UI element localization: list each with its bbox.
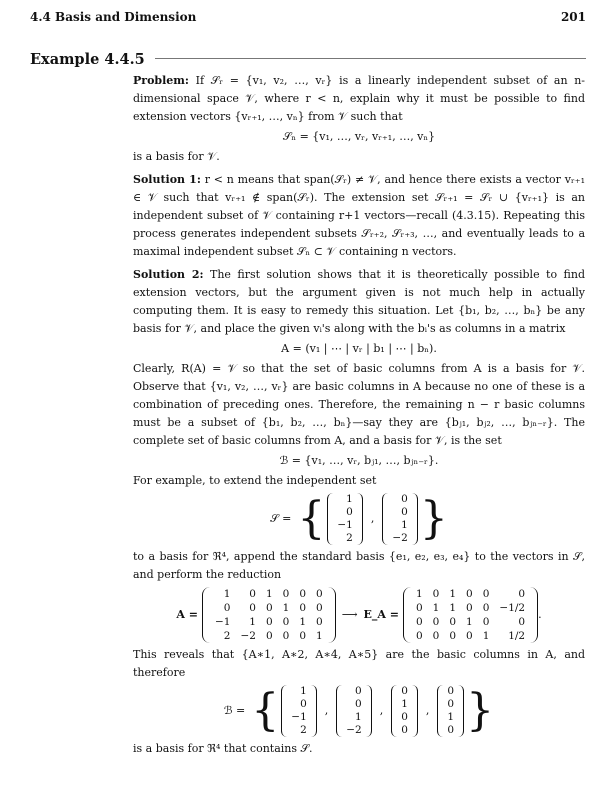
example-intro: For example, to extend the independent set (133, 474, 377, 487)
matrix-entry: 0 (223, 602, 231, 614)
matrix-entry: 2 (223, 630, 231, 642)
vector-entry: 1 (401, 519, 408, 531)
matrix-entry: 0 (249, 588, 256, 600)
vector-entry: 0 (401, 506, 408, 518)
solution1-text: r < n means that span(𝒮ᵣ) ≠ 𝒱, and hence there exists a vector vᵣ₊₁ ∈ 𝒱 such that vᵣ₊₁ ∉ span(𝒮ᵣ). The extension set 𝒮ᵣ₊₁ = 𝒮ᵣ ∪ {vᵣ₊₁} is an independent subset of 𝒱 containing r+1 vectors—recall (4.3.15). Repeating this process generates independent subsets 𝒮ᵣ₊₂, 𝒮ᵣ₊₃, …, and eventually leads to a maximal independent subset 𝒮ₙ ⊂ 𝒱 containing n vectors. (133, 173, 585, 258)
matrix-A-definition: A = (v₁ | ⋯ | vᵣ | b₁ | ⋯ | bₙ). (281, 342, 437, 355)
matrix-entry: 0 (449, 616, 457, 628)
matrix-entry: 0 (282, 616, 290, 628)
basis-B-vector (281, 685, 316, 737)
matrix-entry: 0 (482, 616, 490, 628)
basis-B-label: ℬ = (223, 704, 246, 717)
vector-entry: 0 (401, 711, 408, 723)
problem-equation: 𝒮ₙ = {v₁, …, vᵣ, vᵣ₊₁, …, vₙ} (282, 130, 436, 143)
matrix-entry: 0 (466, 602, 473, 614)
solution1-paragraph (133, 171, 585, 261)
basis-B-definition: ℬ = {v₁, …, vᵣ, bⱼ₁, …, bⱼₙ₋ᵣ}. (279, 454, 439, 467)
matrix-entry: 1 (249, 616, 256, 628)
matrix-entry: 0 (518, 588, 526, 600)
problem-label: Problem: (133, 74, 189, 87)
vector-entry: 0 (346, 506, 353, 518)
matrix-entry: 0 (299, 602, 307, 614)
example-title: Example 4.4.5 (30, 51, 155, 68)
solution2-label: Solution 2: (133, 268, 204, 281)
section-title: 4.4 Basis and Dimension (30, 10, 197, 24)
vector-entry: 0 (447, 724, 455, 736)
vector-entry: −2 (346, 724, 362, 736)
vector-entry: 0 (447, 698, 455, 710)
matrix-entry: 0 (316, 602, 323, 614)
set-S-label: 𝒮 = (270, 512, 292, 525)
matrix-entry: 1 (449, 602, 457, 614)
matrix-entry: 1 (265, 588, 273, 600)
matrix-entry: 0 (299, 630, 307, 642)
basis-B-vector (336, 685, 371, 737)
matrix-entry: 0 (415, 616, 423, 628)
basis-B-vectors: 1 0 −1 2 , 0 0 1 −2 , 0 1 0 0 , 0 0 1 0 (279, 685, 466, 737)
matrix-entry: 0 (265, 616, 273, 628)
vector-entry: −1 (337, 519, 353, 531)
matrix-entry: 1 (432, 602, 440, 614)
vector-entry: 0 (401, 493, 408, 505)
matrix-entry: 1 (282, 602, 290, 614)
matrix-entry: −1/2 (499, 602, 526, 614)
matrix-entry: 1 (482, 630, 490, 642)
matrix-entry: 1/2 (508, 630, 526, 642)
set-S-vectors: 1 0 −1 2 , 0 0 1 −2 (325, 493, 419, 545)
matrix-entry: 0 (518, 616, 526, 628)
solution2-text: The first solution shows that it is theoretically possible to find extension vectors, but the argument given is not much help in actually computing them. It is easy to remedy this situation. Let {b₁, b₂, …, bₙ} be any basis for 𝒱, and place the given vᵢ's along with the bᵢ's as columns in a matrix (133, 268, 585, 335)
matrix-A-label: A = (176, 608, 198, 621)
problem-conclusion: is a basis for 𝒱. (133, 150, 220, 163)
page-number: 201 (560, 10, 586, 24)
matrix-entry: 0 (316, 588, 323, 600)
vector-entry: 1 (447, 711, 455, 723)
solution2-argument: Clearly, R(A) = 𝒱 so that the set of basic columns from A is a basis for 𝒱. Observe that {v₁, v₂, …, vᵣ} are basic columns in A because no one of these is a combination of preceding ones. Therefore, the remaining n − r basic columns must be a subset of {b₁, b₂, …, bₙ}—say they are {bⱼ₁, bⱼ₂, …, bⱼₙ₋ᵣ}. The complete set of basic columns from A, and a basis for 𝒱, is the set (133, 362, 585, 447)
matrix-entry: 0 (265, 630, 273, 642)
basis-B-display: ℬ = { 1 0 −1 2 , 0 0 1 −2 , 0 1 0 0 , 0 0 1 0 } (223, 685, 495, 736)
matrix-entry: 0 (482, 602, 490, 614)
matrix-entry: 1 (466, 616, 473, 628)
vector-entry: 1 (346, 493, 353, 505)
set-S-vector (327, 493, 362, 545)
vector-entry: 0 (401, 685, 408, 697)
matrix-entry: −2 (240, 630, 256, 642)
problem-text: If 𝒮ᵣ = {v₁, v₂, …, vᵣ} is a linearly independent subset of an n-dimensional space 𝒱, where r < n, explain why it must be possible to find extension vectors {vᵣ₊₁, …, vₙ} from 𝒱 such that (133, 74, 585, 123)
matrix-entry: 1 (449, 588, 457, 600)
vector-entry: 0 (447, 685, 455, 697)
matrix-entry: 0 (282, 588, 290, 600)
matrix-entry: 1 (299, 616, 307, 628)
basis-B-vector (391, 685, 418, 737)
matrix-entry: 0 (449, 630, 457, 642)
vector-entry: 2 (346, 532, 353, 544)
matrix-entry: 0 (316, 616, 323, 628)
vector-entry: −1 (291, 711, 307, 723)
matrix-entry: 0 (482, 588, 490, 600)
matrix-entry: 0 (432, 588, 440, 600)
matrix-entry: 0 (432, 630, 440, 642)
vector-entry: 0 (401, 724, 408, 736)
matrix-EA (403, 587, 538, 643)
solution2-paragraph (133, 266, 585, 338)
append-basis-text: to a basis for ℜ⁴, append the standard basis {e₁, e₂, e₃, e₄} to the vectors in 𝒮, and perform the reduction (133, 550, 585, 581)
matrix-entry: −1 (214, 616, 231, 628)
matrix-A (202, 587, 336, 643)
matrix-entry: 0 (265, 602, 273, 614)
matrix-entry: 0 (415, 602, 423, 614)
matrix-entry: 0 (249, 602, 256, 614)
example-body (133, 72, 585, 758)
vector-entry: 1 (300, 685, 307, 697)
set-S-vector (382, 493, 417, 545)
basic-columns-text: This reveals that {A∗1, A∗2, A∗4, A∗5} are the basic columns in A, and therefore (133, 648, 585, 679)
vector-entry: 1 (355, 711, 362, 723)
reduction-arrow: ⟶ (341, 608, 358, 621)
example-heading (30, 49, 586, 68)
basis-B-vector (437, 685, 464, 737)
matrix-entry: 0 (299, 588, 307, 600)
matrix-entry: 1 (316, 630, 323, 642)
matrix-entry: 1 (415, 588, 423, 600)
set-S-display: 𝒮 = { 1 0 −1 2 , 0 0 1 −2 } (270, 493, 448, 544)
vector-entry: −2 (392, 532, 408, 544)
vector-entry: 0 (355, 698, 362, 710)
matrix-EA-label: E_A = (363, 608, 399, 621)
solution1-label: Solution 1: (133, 173, 201, 186)
problem-paragraph (133, 72, 585, 126)
reduction-display: A = 1 0 1 0 0 0 0 0 0 1 0 0 −1 1 0 0 1 0 2 −2 0 0 0 1 ⟶ E_A = 1 0 1 0 0 0 0 1 1 0 0 −1/2 0 0 0 1 0 0 0 0 0 0 1 1/2 . (176, 588, 542, 642)
matrix-entry: 0 (282, 630, 290, 642)
final-statement: is a basis for ℜ⁴ that contains 𝒮. (133, 742, 313, 755)
vector-entry: 0 (300, 698, 307, 710)
matrix-entry: 0 (415, 630, 423, 642)
matrix-entry: 0 (466, 630, 473, 642)
vector-entry: 1 (401, 698, 408, 710)
matrix-entry: 1 (223, 588, 231, 600)
matrix-entry: 0 (466, 588, 473, 600)
matrix-entry: 0 (432, 616, 440, 628)
vector-entry: 2 (300, 724, 307, 736)
vector-entry: 0 (355, 685, 362, 697)
